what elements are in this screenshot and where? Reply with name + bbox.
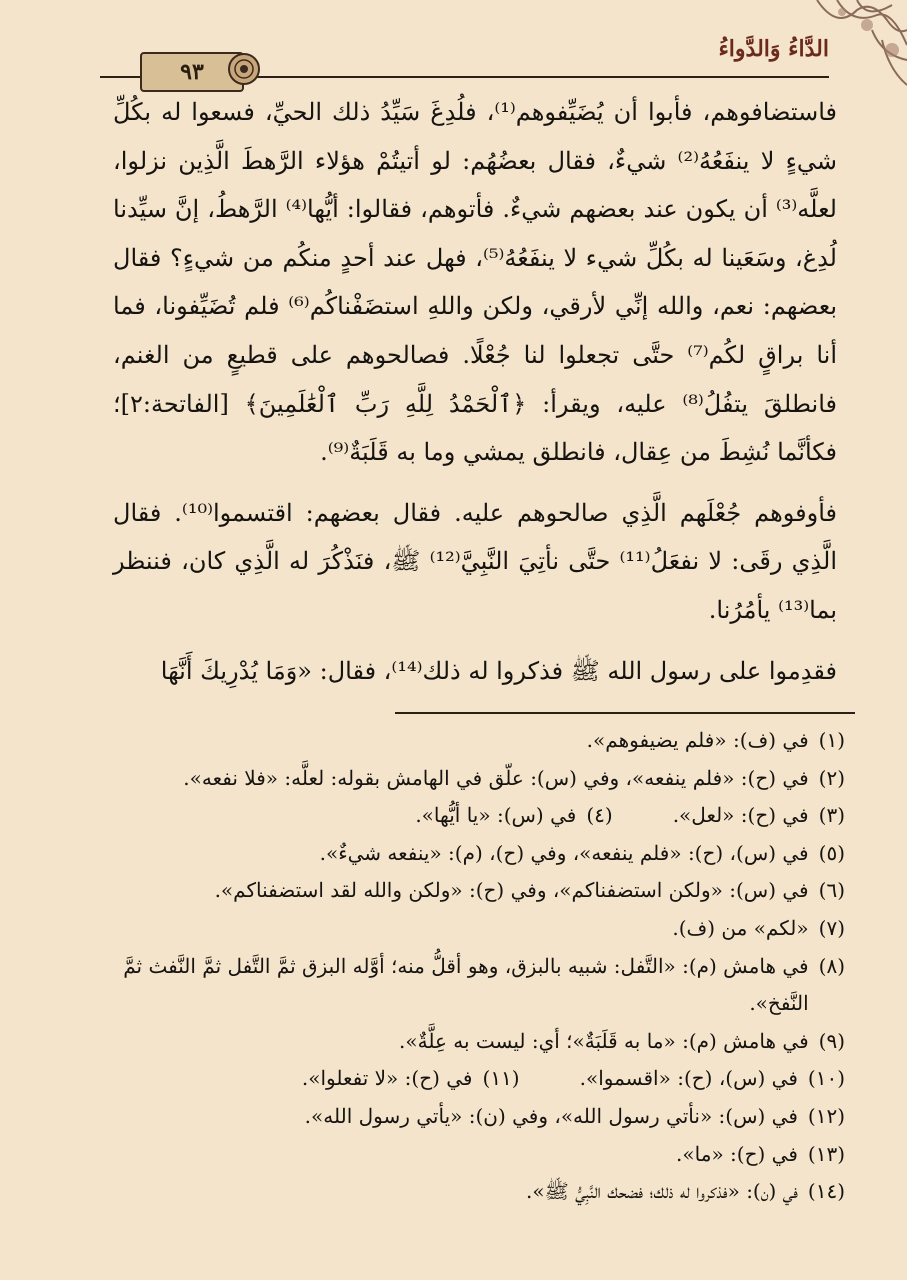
footnote	[113, 835, 845, 873]
footnote-pair	[113, 797, 845, 835]
footnote	[113, 1023, 845, 1061]
footnote-text: في (ن): «فذكروا له ذلك؛ فضحك النَّبِيُّ ﷺ».	[525, 1179, 798, 1204]
book-title: الدَّاءُ وَالدَّواءُ	[718, 36, 829, 62]
footnote-text: في (س)، (ح): «اقسموا».	[579, 1066, 798, 1091]
paragraph: فأوفوهم جُعْلَهم الَّذِي صالحوهم عليه. فقال بعضهم: اقتسموا⁽¹⁰⁾. فقال الَّذِي رقَى: لا نفعَلُ⁽¹¹⁾ حتَّى نأتِيَ النَّبِيَّ⁽¹²⁾ ﷺ، فنَذْكُرَ له الَّذِي كان، فننظر بما⁽¹³⁾ يأمُرُنا.	[113, 498, 838, 624]
footnote	[113, 1173, 845, 1211]
page-header	[100, 30, 829, 88]
footnote-number: (٦)	[818, 878, 845, 903]
footnote-pair	[113, 1060, 845, 1098]
page-number-badge: ٩٣	[140, 52, 244, 92]
footnote-number: (٩)	[818, 1028, 845, 1053]
rosette-icon	[227, 52, 261, 86]
footnote-text: في هامش (م): «التَّفل: شبيه بالبزق، وهو أقلُّ منه؛ أوَّله البزق ثمَّ التَّفل ثمَّ النَّفث ثمَّ النَّفخ».	[123, 953, 809, 1016]
footnote-number: (١)	[818, 728, 845, 752]
footnote	[113, 760, 845, 798]
footnote-text: في (ح): «لعل».	[672, 803, 809, 828]
footnote-text: في (س): «ولكن استضفناكم»، وفي (ح): «ولكن والله لقد استضفناكم».	[214, 878, 809, 903]
footnote-text: «لكم» من (ف).	[672, 915, 809, 940]
footnote	[113, 948, 845, 1023]
footnote-number: (٨)	[818, 953, 845, 978]
footnote-number: (٥)	[818, 840, 845, 865]
footnote-text: في هامش (م): «ما به قَلَبَةٌ»؛ أي: ليست به عِلَّةٌ».	[399, 1028, 809, 1053]
footnote-number: (٤)	[586, 803, 613, 828]
main-text	[113, 88, 837, 695]
footnote-number: (٣)	[818, 803, 845, 828]
footnote-number: (١١)	[482, 1066, 520, 1091]
footnote	[113, 1098, 845, 1136]
footnote-text: في (ح): «فلم ينفعه»، وفي (س): علّق في الهامش بقوله: لعلَّه: «فلا نفعه».	[183, 765, 809, 790]
footnote-number: (١٣)	[807, 1141, 845, 1166]
footnote-number: (١٤)	[807, 1179, 845, 1204]
paragraph: فقدِموا على رسول الله ﷺ فذكروا له ذلك⁽¹⁴⁾، فقال: «وَمَا يُدْرِيكَ أَنَّهَا	[160, 656, 837, 685]
footnote-text: في (ح): «ما».	[676, 1141, 798, 1166]
footnote-separator	[395, 712, 855, 714]
footnote-text: في (س): «يا أيُّها».	[415, 803, 577, 828]
footnote-text: في (س): «نأتي رسول الله»، وفي (ن): «يأتي رسول الله».	[304, 1103, 798, 1128]
footnote-text: في (ف): «فلم يضيفوهم».	[586, 728, 809, 752]
footnote-number: (١٠)	[807, 1066, 845, 1091]
footnote	[113, 910, 845, 948]
footnote-number: (٧)	[818, 915, 845, 940]
footnote	[113, 872, 845, 910]
footnote-text: في (ح): «لا تفعلوا».	[301, 1066, 473, 1091]
footnotes	[113, 722, 845, 1211]
footnote-number: (١٢)	[807, 1103, 845, 1128]
footnote	[113, 722, 845, 760]
footnote-text: في (س)، (ح): «فلم ينفعه»، وفي (ح)، (م): «ينفعه شيءٌ».	[319, 840, 809, 865]
footnote	[113, 1136, 845, 1174]
paragraph: فاستضافوهم، فأبوا أن يُضَيِّفوهم⁽¹⁾، فلُدِغَ سَيِّدُ ذلك الحيِّ، فسعوا له بكُلِّ شيءٍ لا ينفَعُهُ⁽²⁾ شيءٌ، فقال بعضُهُم: لو أتيتُمْ هؤلاء الرَّهطَ الَّذِين نزلوا، لعلَّه⁽³⁾ أن يكون عند بعضهم شيءٌ. فأتوهم، فقالوا: أيُّها⁽⁴⁾ الرَّهطُ، إنَّ سيِّدنا لُدِغ، وسَعَينا له بكُلِّ شيء لا ينفَعُهُ⁽⁵⁾، فهل عند أحدٍ منكُم من شيءٍ؟ فقال بعضهم: نعم، والله إنِّي لأرقي، ولكن واللهِ استضَفْناكُم⁽⁶⁾ فلم تُضَيِّفونا، فما أنا براقٍ لكُم⁽⁷⁾ حتَّى تجعلوا لنا جُعْلًا. فصالحوهم على قطيعٍ من الغنم، فانطلقَ يتفُلُ⁽⁸⁾ عليه، ويقرأ: ﴿ٱلْحَمْدُ لِلَّهِ رَبِّ ٱلْعَٰلَمِينَ﴾ [الفاتحة:٢]؛ فكأنَّما نُشِطَ من عِقال، فانطلق يمشي وما به قَلَبَةٌ⁽⁹⁾.	[113, 98, 838, 467]
footnote-number: (٢)	[818, 765, 845, 790]
